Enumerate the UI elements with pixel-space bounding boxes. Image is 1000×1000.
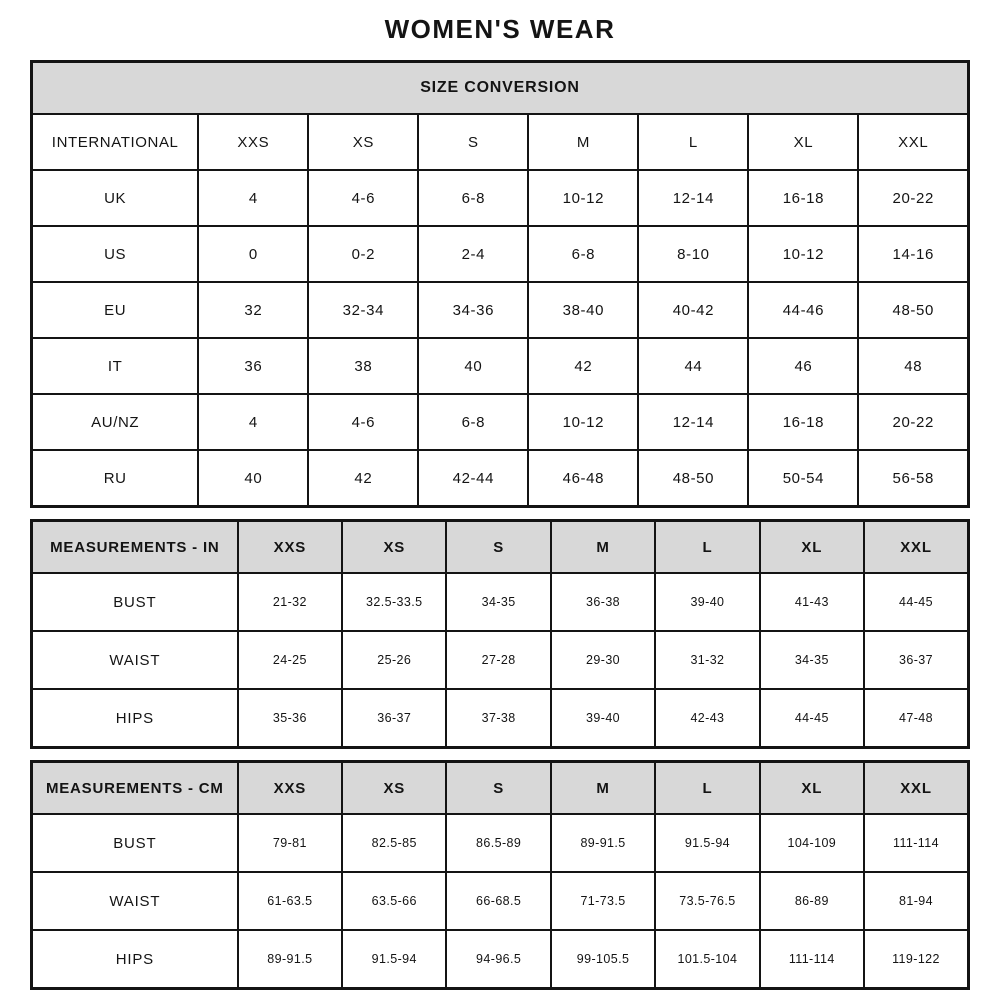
value-cell: 0 [198,226,308,282]
row-label-cell: HIPS [32,930,238,989]
value-cell: 81-94 [864,872,968,930]
value-cell: 89-91.5 [551,814,655,872]
value-cell: 48-50 [638,450,748,507]
column-header-cell: XL [748,114,858,170]
value-cell: 24-25 [238,631,342,689]
value-cell: 6-8 [418,170,528,226]
value-cell: 48 [858,338,968,394]
column-header-cell: XXS [198,114,308,170]
value-cell: 99-105.5 [551,930,655,989]
value-cell: 38 [308,338,418,394]
row-label-cell: EU [32,282,199,338]
value-cell: 34-35 [446,573,550,631]
value-cell: 94-96.5 [446,930,550,989]
value-cell: 32 [198,282,308,338]
value-cell: 44 [638,338,748,394]
value-cell: 2-4 [418,226,528,282]
value-cell: 34-35 [760,631,864,689]
column-header-cell: XXL [864,762,968,815]
value-cell: 41-43 [760,573,864,631]
table-row [32,450,969,507]
value-cell: 42 [528,338,638,394]
value-cell: 16-18 [748,170,858,226]
row-label-cell: BUST [32,573,238,631]
column-header-cell: XL [760,521,864,574]
value-cell: 20-22 [858,394,968,450]
row-label-cell: UK [32,170,199,226]
value-cell: 40-42 [638,282,748,338]
value-cell: 37-38 [446,689,550,748]
value-cell: 10-12 [528,170,638,226]
value-cell: 71-73.5 [551,872,655,930]
value-cell: 42 [308,450,418,507]
value-cell: 42-43 [655,689,759,748]
value-cell: 111-114 [864,814,968,872]
page-title: WOMEN'S WEAR [384,14,616,44]
measurements-cm-table [30,760,970,990]
row-label-cell: WAIST [32,872,238,930]
column-header-cell: XXS [238,521,342,574]
column-header-cell: M [551,521,655,574]
value-cell: 119-122 [864,930,968,989]
value-cell: 29-30 [551,631,655,689]
row-label-cell: WAIST [32,631,238,689]
row-label-cell: HIPS [32,689,238,748]
value-cell: 32.5-33.5 [342,573,446,631]
row-label-cell: US [32,226,199,282]
value-cell: 0-2 [308,226,418,282]
value-cell: 36-37 [864,631,968,689]
value-cell: 47-48 [864,689,968,748]
value-cell: 4 [198,170,308,226]
row-label-cell: INTERNATIONAL [32,114,199,170]
column-header-cell: XXL [864,521,968,574]
measurements-in-table [30,519,970,749]
value-cell: 4 [198,394,308,450]
value-cell: 79-81 [238,814,342,872]
value-cell: 46-48 [528,450,638,507]
value-cell: 44-46 [748,282,858,338]
column-header-cell: L [638,114,748,170]
value-cell: 111-114 [760,930,864,989]
value-cell: 46 [748,338,858,394]
table-row [32,573,969,631]
value-cell: 32-34 [308,282,418,338]
value-cell: 38-40 [528,282,638,338]
value-cell: 12-14 [638,394,748,450]
table-row [32,394,969,450]
value-cell: 10-12 [528,394,638,450]
row-label-cell: AU/NZ [32,394,199,450]
value-cell: 21-32 [238,573,342,631]
column-header-cell: XS [342,521,446,574]
column-header-cell: S [446,762,550,815]
value-cell: 61-63.5 [238,872,342,930]
value-cell: 8-10 [638,226,748,282]
value-cell: 12-14 [638,170,748,226]
value-cell: 73.5-76.5 [655,872,759,930]
value-cell: 50-54 [748,450,858,507]
column-header-cell: XS [308,114,418,170]
table-title-cell: MEASUREMENTS - CM [32,762,238,815]
value-cell: 40 [198,450,308,507]
value-cell: 4-6 [308,394,418,450]
table-row [32,872,969,930]
table-banner-row [32,62,969,115]
size-conversion-table [30,60,970,508]
value-cell: 39-40 [655,573,759,631]
value-cell: 16-18 [748,394,858,450]
value-cell: 63.5-66 [342,872,446,930]
header-row [32,762,969,815]
value-cell: 27-28 [446,631,550,689]
column-header-cell: L [655,762,759,815]
row-label-cell: BUST [32,814,238,872]
value-cell: 14-16 [858,226,968,282]
value-cell: 48-50 [858,282,968,338]
column-header-cell: XXL [858,114,968,170]
table-row [32,631,969,689]
value-cell: 40 [418,338,528,394]
table-banner: SIZE CONVERSION [32,62,969,115]
value-cell: 36 [198,338,308,394]
value-cell: 42-44 [418,450,528,507]
value-cell: 36-37 [342,689,446,748]
column-header-cell: XXS [238,762,342,815]
value-cell: 31-32 [655,631,759,689]
table-row [32,282,969,338]
table-row [32,338,969,394]
value-cell: 44-45 [864,573,968,631]
value-cell: 6-8 [528,226,638,282]
table-row [32,930,969,989]
column-header-cell: S [418,114,528,170]
columns-row [32,114,969,170]
value-cell: 25-26 [342,631,446,689]
column-header-cell: M [551,762,655,815]
table-row [32,170,969,226]
value-cell: 89-91.5 [238,930,342,989]
column-header-cell: L [655,521,759,574]
column-header-cell: XS [342,762,446,815]
value-cell: 35-36 [238,689,342,748]
table-title-cell: MEASUREMENTS - IN [32,521,238,574]
value-cell: 6-8 [418,394,528,450]
table-row [32,814,969,872]
table-row [32,226,969,282]
value-cell: 34-36 [418,282,528,338]
value-cell: 91.5-94 [655,814,759,872]
value-cell: 10-12 [748,226,858,282]
value-cell: 82.5-85 [342,814,446,872]
value-cell: 104-109 [760,814,864,872]
column-header-cell: XL [760,762,864,815]
value-cell: 44-45 [760,689,864,748]
column-header-cell: M [528,114,638,170]
value-cell: 56-58 [858,450,968,507]
value-cell: 101.5-104 [655,930,759,989]
column-header-cell: S [446,521,550,574]
table-row [32,689,969,748]
value-cell: 86-89 [760,872,864,930]
value-cell: 86.5-89 [446,814,550,872]
value-cell: 66-68.5 [446,872,550,930]
value-cell: 4-6 [308,170,418,226]
row-label-cell: RU [32,450,199,507]
value-cell: 39-40 [551,689,655,748]
value-cell: 20-22 [858,170,968,226]
row-label-cell: IT [32,338,199,394]
value-cell: 91.5-94 [342,930,446,989]
header-row [32,521,969,574]
value-cell: 36-38 [551,573,655,631]
